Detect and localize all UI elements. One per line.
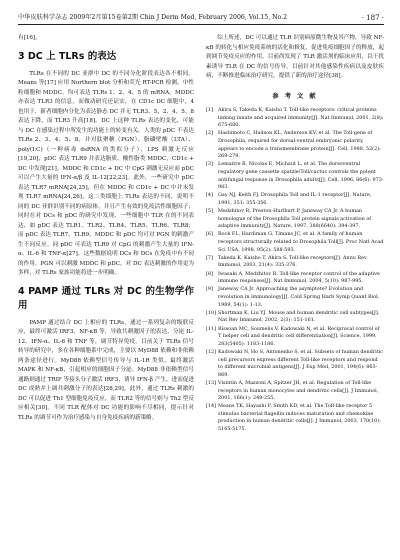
reference-item [206, 161, 384, 191]
reference-text: Rissoan MC, Soumelis V, Kadowaki N, et al. Reciprocal control of T helper cell and dendritic cell differentiation[J]. Science, 1999, 283(5405): 1183-1186. [218, 325, 380, 347]
reference-list [206, 107, 384, 434]
reference-text: Gay NJ, Keith FJ. Drosophila Toll and IL-1 receptor[J]. Nature, 1991, 351: 355-356. [218, 192, 372, 206]
reference-item [206, 208, 384, 231]
running-header [18, 12, 384, 25]
reference-text: Rock FL, Hardiman G, Timans JC, et al. A family of human receptors structurally related to Drosophila Toll[J]. Proc Natl Acad Sci USA, 1998, 95(2): 588-593. [218, 231, 384, 253]
right-column [206, 34, 384, 434]
reference-number: [9] [206, 286, 213, 293]
reference-text: Akira S, Takeda K, Kaisho T. Toll-like receptors: critical proteins linking innate and acquired immunity[J]. Nat Immunol, 2001, 2(8): 675-680. [218, 107, 384, 129]
reference-number: [11] [206, 325, 217, 332]
lead-text: 有[16]。 [18, 35, 41, 41]
reference-text: Hashimoto C, Hudson KL, Anderson KV, et al. The Toll gene of Drosophila, required for dorsal-ventral embryonic polarity, appears to encode a transmembrane protein[J]. Cell, 1988, 52(2): 269-279. [218, 130, 381, 160]
reference-item [206, 271, 384, 286]
reference-item [206, 326, 384, 349]
left-column [18, 34, 194, 423]
reference-text: Shortman K, Liu YJ. Mouse and human dendritic cell subtypes[J]. Nat Rev Immunol, 2002, 2(3): 151-161. [218, 309, 380, 324]
reference-item [206, 130, 384, 160]
reference-number: [4] [206, 192, 213, 199]
reference-text: Takeda K, Kaisho T, Akira S. Toll-like receptors[J]. Annu Rev Immunol, 2003, 21(4): 335-376. [218, 254, 367, 269]
section-3-paragraph: TLRs 在不同的 DC 亚群中 DC 的不同分化阶段表达各不相同。Means 等[17] 应用 Northern blot 分析和荧光 RT-PCR 检测，中性粒细胞和 MDDC，均可表达 TLRs 1、2、4、5 的 mRNA，MDDC 亦表达 TLR3 的信息，而做动研究还证实，在 CD1c DC 细胞中，4 也用于，新者细胞内分化为表达静态 DC 并无 TLR3、5、2、4、5、8 表达下降，而 TLR3 升高[18]。DC 上这种 TLRs 表达的变化，可能与 DC 在感染过程中所发生的功能上的转变有关。人类的 pDC 不表达 TLRs 2、3、4、5、8，并对肽聚糖（PGN）、脂磷壁酸（LTA）、poly(I:C)（一种病毒 dsRNA 的类似分子）、LPS 刺激无反应[19,20]，pDC 表达 TLR9 并表达脂质、酸性脂类 MDDC，CD1c + DC 中发现[21]。MDDC 和 CD1c + DC 中 CpG 刺激无反应而 pDC 可以产生大量的 IFN-α/β 及 IL-12[22,23]。此外，一些研究中 pDC 表达 TLR7 mRNA[24,25]，但在 MDDC 和 CD1c + DC 中并未发现 TLR7 mRNA[24,26]，这二类细胞上 TLRs 表达的不同，说明不同的 DC 亚群识别不同的病原体，并且产生有效的免疫活性细胞因子；同时在对 DCs 和 pDC 的研究中发现，一些细胞中 TLR 在的不同表达，如 pDC 表达 TLR1、TLR2、TLR4、TLR5、TLR6、TLR8；而 pDC 表达 TLR7、TLR9。MDDC 和 pDC 均可对 PGN 的刺激产生不同反应。同 pDC 可表达 TLR9 对 CpG 的刺激产生大量的 IFN-α、IL-6 和 TNF-α[27]，这些数据说明 DCs 和 DCs 在免疫中有不同的作用。PGN 可以刺激 MDDC 和 pDC，对 DC 表达刺激的作用更为多样，对 TLRs 家族功能将进一步明确。 [18, 70, 194, 276]
reference-item [206, 349, 384, 379]
reference-number: [6] [206, 231, 213, 238]
reference-number: [13] [206, 379, 217, 386]
reference-number: [8] [206, 270, 213, 277]
reference-text: Iwasaki A, Medzhitov R. Toll-like receptor control of the adaptive immune responses[J]. Nat Immunol, 2004, 5(10): 987-995. [218, 270, 380, 285]
reference-text: Kadowaki N, Ho S, Antonenko S, et al. Subsets of human dendritic cell precursors express different Toll-like receptors and respond to different microbial antigens[J]. J Exp Med, 2001, 194(6): 863-869. [218, 348, 383, 378]
reference-text: Lemaitre B, Nicolas E, Michaut L, et al. The dorsoventral regulatory gene cassette spatzle/Toll/cactus controls the potent antifungal response in Drosophila adults[J]. Cell, 1996, 86(6): 973-983. [218, 161, 384, 191]
page-number: · 187 · [361, 14, 384, 22]
reference-item [206, 255, 384, 270]
reference-item [206, 192, 384, 207]
reference-item [206, 107, 384, 130]
conclusion-paragraph: 综上所述，DC 可以通过 TLR 识别病原微生物及其产物，导致 NF-κB 的转化与相应免疫系统的活化和修复，促进免疫细胞因子的释放，起到调节免疫反应的作用。目前尚发现了 TLR 激活剂的临床应用，以干扰素诱导 TLR 在 DC 的信号传导，目前针对其他感染性疾病以及皮肤疾病，不断推进临床治疗研究，提供了新的治疗途径[38]。 [206, 35, 384, 79]
reference-number: [3] [206, 161, 213, 168]
reference-number: [14] [206, 403, 217, 410]
reference-text: Janeway CA Jr. Approaching the asymptote? Evolution and revolution in immunology[J]. Cold Spring Harb Symp Quant Biol, 1989, 54(1): 1-13. [218, 286, 380, 308]
reference-text: Means TK, Hayashi F, Smith KD, et al. The Toll-like receptor 5 stimulus bacterial flagellin induces maturation and chemokine production in human dendritic cells[J]. J Immunol, 2003, 170(10): 5165-5175. [218, 403, 381, 433]
reference-item [206, 403, 384, 433]
references-heading: 参 考 文 献 [272, 92, 318, 100]
reference-item [206, 380, 384, 403]
reference-number: [5] [206, 208, 213, 215]
journal-citation: 中华皮肤科学杂志 2009年2月第15卷第2期 Chin J Derm Med, February 2006, Vol.15, No.2 [18, 14, 288, 21]
reference-number: [1] [206, 107, 213, 113]
reference-number: [10] [206, 309, 217, 316]
reference-item [206, 286, 384, 309]
section-4-title: 4 PAMP 通过 TLRs 对 DC 的生物学作用 [18, 285, 194, 311]
reference-text: Visintin A, Mazzoni A, Spitzer JH, et al. Regulation of Toll-like receptors in human monocytes and dendritic cells[J]. J Immunol, 2001, 166(1): 249-255. [218, 379, 379, 402]
reference-number: [12] [206, 348, 217, 355]
reference-number: [7] [206, 254, 213, 261]
section-4-paragraph: PAMP 通过结合 DC 上相应的 TLRs，通过一系列复杂的级联反应，最终可激活 IRF3、NF-κB 等，导致共刺激因子的表达，分泌 IL-12、IFN-α、IL-6 和 TNF 等，调节特异免疫。目前关于 TLRs 信号转导的研究中，多在各种细胞系中完成，主要以 MyD88 依赖和非依赖两条途径进行。MyD88 依赖型信号传导与 IL-1R 类似，最终激活 MAPK 和 NF-κB，引起相应的细胞因子分泌。MyD88 非依赖型信号通路则通过 TRIF 等接头分子激活 IRF3，诱导 IFN-β 产生，进而促进 DC 成熟并上调共刺激分子的表达[28,29]。此外，通过 TLRs 刺激的 DC 可以促进 Th1 型细胞免疫反应，而 TLR2 等的信号则与 Th2 型反应相关[30]。不同 TLR 配体对 DC 功能的影响不尽相同，提示针对 TLRs 的调节可作为治疗感染与自身免疫疾病的新策略。 [18, 319, 194, 421]
section-3-title: 3 DC 上 TLRs 的表达 [18, 50, 117, 62]
reference-item [206, 310, 384, 325]
reference-item [206, 231, 384, 254]
reference-text: Medzhitov R, Preston-Hurlburt P, Janeway CA Jr. A human homologue of the Drosophila Toll protein signals activation of adaptive immunity[J]. Nature, 1997, 388(6640): 394-397. [218, 208, 372, 230]
reference-number: [2] [206, 130, 213, 137]
